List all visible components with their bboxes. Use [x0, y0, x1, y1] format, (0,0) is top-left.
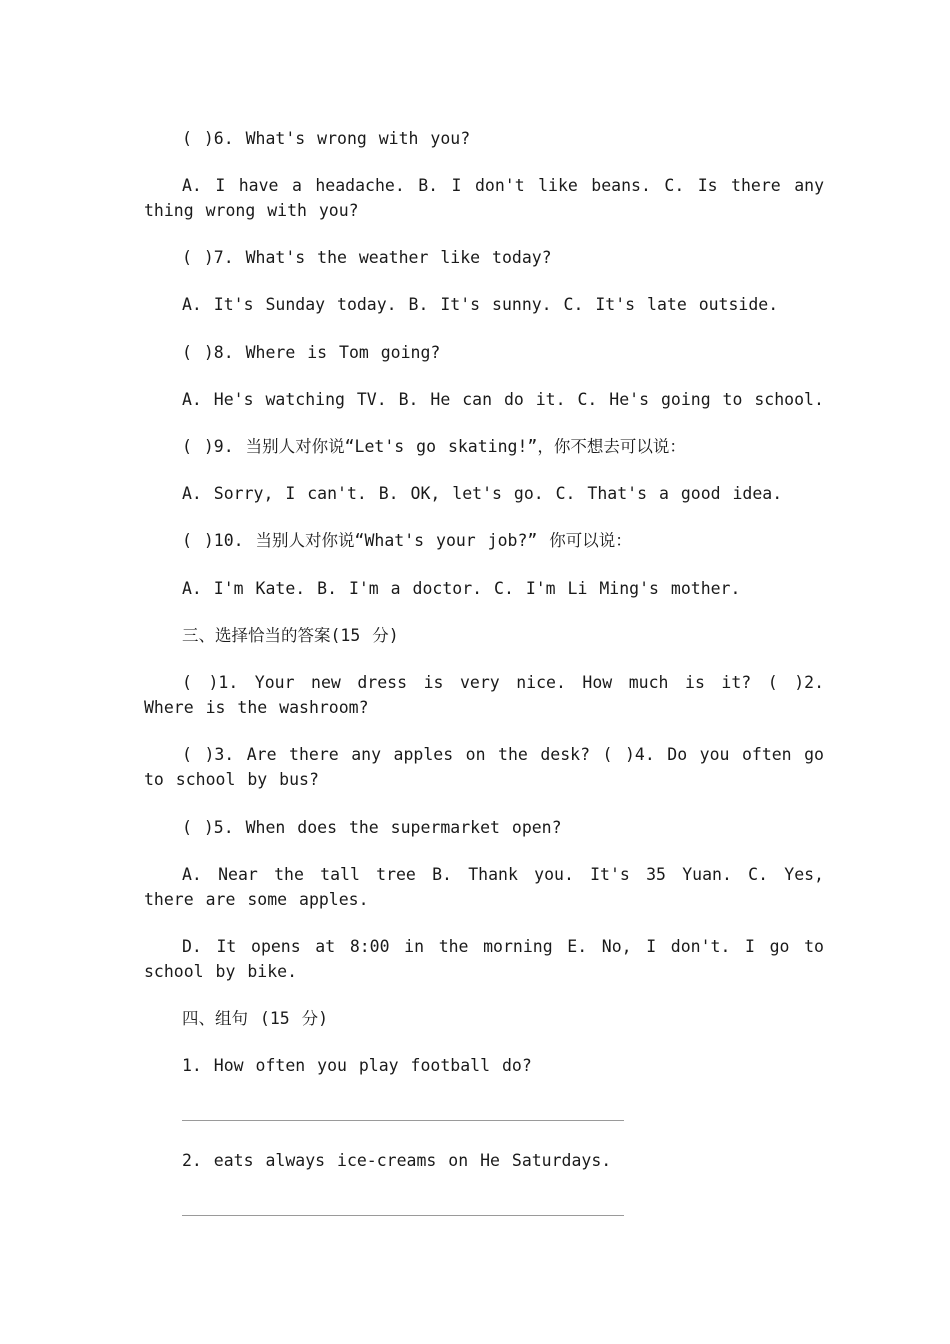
question-10: ( )10. 当别人对你说“What's your job?” 你可以说：: [182, 531, 632, 550]
answer-line-2[interactable]: [182, 1215, 624, 1216]
question-8-options: A. He's watching TV. B. He can do it. C. He's going to school.: [182, 390, 824, 409]
question-7: ( )7. What's the weather like today?: [182, 248, 552, 267]
section-4-item-1: 1. How often you play football do?: [182, 1056, 532, 1075]
section-3-heading: 三、选择恰当的答案(15 分): [182, 626, 399, 645]
question-8: ( )8. Where is Tom going?: [182, 343, 441, 362]
section-4-item-2: 2. eats always ice-creams on He Saturdays.: [182, 1151, 612, 1170]
question-9-options: A. Sorry, I can't. B. OK, let's go. C. That's a good idea.: [182, 484, 783, 503]
section-3-options-a-c: A. Near the tall tree B. Thank you. It's 35 Yuan. C. Yes, there are some apples.: [144, 865, 824, 909]
question-10-options: A. I'm Kate. B. I'm a doctor. C. I'm Li Ming's mother.: [182, 579, 741, 598]
question-6-options: A. I have a headache. B. I don't like beans. C. Is there any thing wrong with you?: [144, 176, 824, 220]
question-9: ( )9. 当别人对你说“Let's go skating!”，你不想去可以说：: [182, 437, 686, 456]
section-3-questions-1-2: ( )1. Your new dress is very nice. How much is it? ( )2. Where is the washroom?: [144, 673, 824, 717]
question-6: ( )6. What's wrong with you?: [182, 129, 471, 148]
section-3-questions-3-4: ( )3. Are there any apples on the desk? ( )4. Do you often go to school by bus?: [144, 745, 824, 789]
section-4-heading: 四、组句 (15 分): [182, 1009, 329, 1028]
section-3-options-d-e: D. It opens at 8:00 in the morning E. No, I don't. I go to school by bike.: [144, 937, 824, 981]
section-3-question-5: ( )5. When does the supermarket open?: [182, 818, 562, 837]
answer-line-1[interactable]: [182, 1120, 624, 1121]
question-7-options: A. It's Sunday today. B. It's sunny. C. It's late outside.: [182, 295, 779, 314]
